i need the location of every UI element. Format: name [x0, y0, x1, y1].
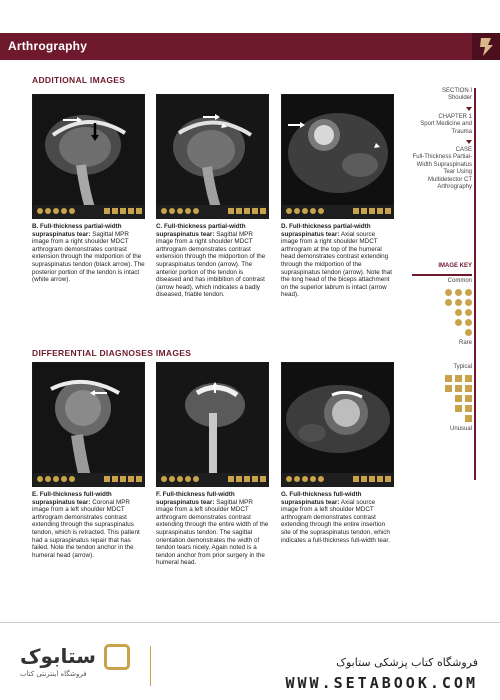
caption-d-text: Axial source image from a right shoulder MDCT arthrogram at the top of the humeral head demonstrates contrast extending through the midportion of the supraspinatus tendon (arrow). Note that the long head of the biceps attachment on the superior labrum is intact (arrow head).: [281, 230, 392, 299]
store-name: فروشگاه کتاب پزشکی ستابوک: [336, 656, 478, 669]
top-band: [0, 0, 500, 30]
caption-d: [281, 223, 394, 299]
image-d-key-strip: [282, 205, 394, 218]
sidebar-accent-bar: [474, 88, 476, 480]
image-g-key-strip: [282, 473, 394, 486]
key-rarity-dots: [412, 289, 472, 336]
key-label-typical: Typical: [453, 363, 472, 370]
caption-c: [156, 223, 269, 299]
image-f[interactable]: [156, 362, 269, 487]
caption-c-text: Sagittal MPR image from a right shoulder MDCT arthrogram demonstrates contrast extension through the midportion of the supraspinatus tendon (arrow). The anterior portion of the tendon is diseased and has imbibition of contrast (arrow head), which indicates a badly diseased, friable tendon.: [156, 230, 266, 299]
figure-g: [281, 362, 394, 544]
sidebar-section: SECTION I: [441, 88, 472, 94]
caption-g-text: Axial source image from a left shoulder MDCT arthrogram demonstrates contrast extending through the entire insertion site of the supraspinatus tendon, which indicates a full-thickness full-width tear.: [281, 498, 390, 544]
caption-g: [281, 491, 394, 544]
store-logo[interactable]: [20, 644, 130, 692]
page-title: Arthrography: [8, 39, 88, 53]
chevron-down-icon: [466, 107, 472, 111]
key-label-rare: Rare: [458, 340, 472, 347]
store-logo-tagline: فروشگاه اینترنتی کتاب: [20, 670, 87, 678]
caption-e: [32, 491, 145, 559]
key-label-unusual: Unusual: [449, 426, 472, 433]
image-c-key-strip: [157, 205, 269, 218]
sidebar-chapter-name: Sport Medicine and Trauma: [420, 121, 472, 135]
caption-b: [32, 223, 145, 284]
footer-vertical-divider: [150, 646, 151, 686]
caption-f: [156, 491, 269, 567]
caption-d-title: D. Full-thickness partial-width supraspinatus tear:: [281, 223, 371, 238]
image-c[interactable]: [156, 94, 269, 219]
sidebar-case-name: Full-Thickness Partial-Width Supraspinatus Tear Using Multidetector CT Arthrography: [412, 154, 472, 191]
header-bar: [0, 33, 500, 60]
caption-g-title: G. Full-thickness full-width supraspinatus tear:: [281, 491, 362, 506]
chevron-down-icon: [466, 140, 472, 144]
caption-c-title: C. Full-thickness partial-width supraspinatus tear:: [156, 223, 246, 238]
figure-d: [281, 94, 394, 299]
store-logo-icon: [104, 644, 130, 670]
caption-e-title: E. Full-thickness full-width supraspinatus tear:: [32, 491, 112, 506]
figure-b: [32, 94, 145, 284]
image-f-key-strip: [157, 473, 269, 486]
store-logo-name: ستابوک: [20, 644, 96, 668]
sidebar: [412, 88, 472, 434]
footer: [0, 624, 500, 700]
figure-c: [156, 94, 269, 299]
store-url-link[interactable]: WWW.SETABOOK.COM: [285, 674, 478, 692]
footer-divider-line: [0, 622, 500, 623]
image-e-key-strip: [33, 473, 145, 486]
image-key-rule: [412, 274, 472, 276]
section-heading-additional: ADDITIONAL IMAGES: [32, 75, 126, 85]
figure-f: [156, 362, 269, 567]
sidebar-section-name: Shoulder: [447, 95, 472, 102]
sidebar-case: CASE: [455, 147, 472, 154]
section-heading-differential: DIFFERENTIAL DIAGNOSES IMAGES: [32, 348, 192, 358]
image-b[interactable]: [32, 94, 145, 219]
publisher-logo-icon: [472, 33, 500, 60]
figure-e: [32, 362, 145, 559]
caption-e-text: Coronal MPR image from a left shoulder MDCT arthrogram demonstrates contrast extending through the supraspinatus tendon, which is retracted. This patient had a supraspinatus repair that has failed. Note the tendon anchor in the humeral head (arrow).: [32, 498, 140, 559]
image-g[interactable]: [281, 362, 394, 487]
sidebar-chapter: CHAPTER 1: [438, 113, 472, 120]
image-key-title: IMAGE KEY: [438, 263, 472, 270]
caption-b-text: Sagittal MPR image from a right shoulder MDCT arthrogram demonstrates contrast extension through the midportion of the supraspinatus tendon (black arrow). The posterior portion of the tendon is intact (white arrow).: [32, 230, 145, 284]
caption-f-title: F. Full-thickness full-width supraspinatus tear:: [156, 491, 235, 506]
image-e[interactable]: [32, 362, 145, 487]
caption-b-title: B. Full-thickness partial-width supraspinatus tear:: [32, 223, 122, 238]
image-d[interactable]: [281, 94, 394, 219]
image-b-key-strip: [33, 205, 145, 218]
caption-f-text: Sagittal MPR image from a left shoulder MDCT arthrogram demonstrates contrast extending through the entire width of the supraspinatus tendon. The sagittal orientation demonstrates the width of tendon tears nicely. Again noted is a tendon anchor from prior surgery in the humeral head.: [156, 498, 269, 567]
key-typicality-squares: [412, 375, 472, 422]
key-label-common: Common: [447, 277, 472, 284]
